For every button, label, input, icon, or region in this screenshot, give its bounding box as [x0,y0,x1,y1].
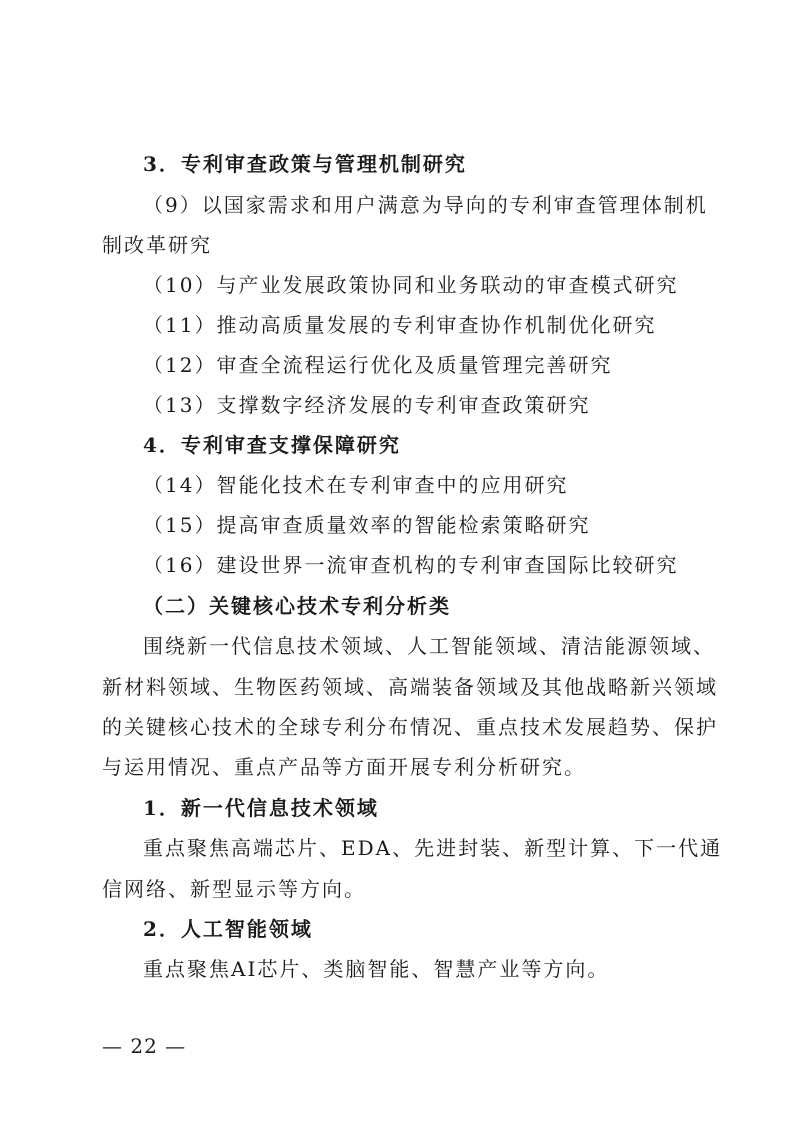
section-3-item: （10）与产业发展政策协同和业务联动的审查模式研究 [143,273,679,297]
section-3-item: （13）支撑数字经济发展的专利审查政策研究 [143,393,591,417]
subsection-2-heading: 2．人工智能领域 [143,917,313,941]
part-2-intro-line: 的关键核心技术的全球专利分布情况、重点技术发展趋势、保护 [102,715,718,739]
subsection-1-heading: 1．新一代信息技术领域 [143,796,379,820]
part-2-intro-line: 与运用情况、重点产品等方面开展专利分析研究。 [102,755,586,779]
section-3-item-continuation: 制改革研究 [102,233,212,257]
page-number: — 22 — [102,1034,187,1058]
section-4-item: （16）建设世界一流审查机构的专利审查国际比较研究 [143,553,679,577]
subsection-1-text: 信网络、新型显示等方向。 [102,877,366,901]
subsection-2-text: 重点聚焦AI芯片、类脑智能、智慧产业等方向。 [143,957,610,981]
section-4-heading: 4．专利审查支撑保障研究 [143,433,401,457]
section-3-heading: 3．专利审查政策与管理机制研究 [143,152,467,176]
section-3-item: （9）以国家需求和用户满意为导向的专利审查管理体制机 [143,193,708,217]
section-3-item: （11）推动高质量发展的专利审查协作机制优化研究 [143,313,657,337]
section-4-item: （15）提高审查质量效率的智能检索策略研究 [143,513,591,537]
part-2-intro-line: 围绕新一代信息技术领域、人工智能领域、清洁能源领域、 [143,634,715,658]
part-2-heading: （二）关键核心技术专利分析类 [143,594,451,618]
part-2-intro-line: 新材料领域、生物医药领域、高端装备领域及其他战略新兴领域 [102,675,718,699]
section-4-item: （14）智能化技术在专利审查中的应用研究 [143,473,569,497]
section-3-item: （12）审查全流程运行优化及质量管理完善研究 [143,353,613,377]
subsection-1-text: 重点聚焦高端芯片、EDA、先进封装、新型计算、下一代通 [143,836,723,860]
